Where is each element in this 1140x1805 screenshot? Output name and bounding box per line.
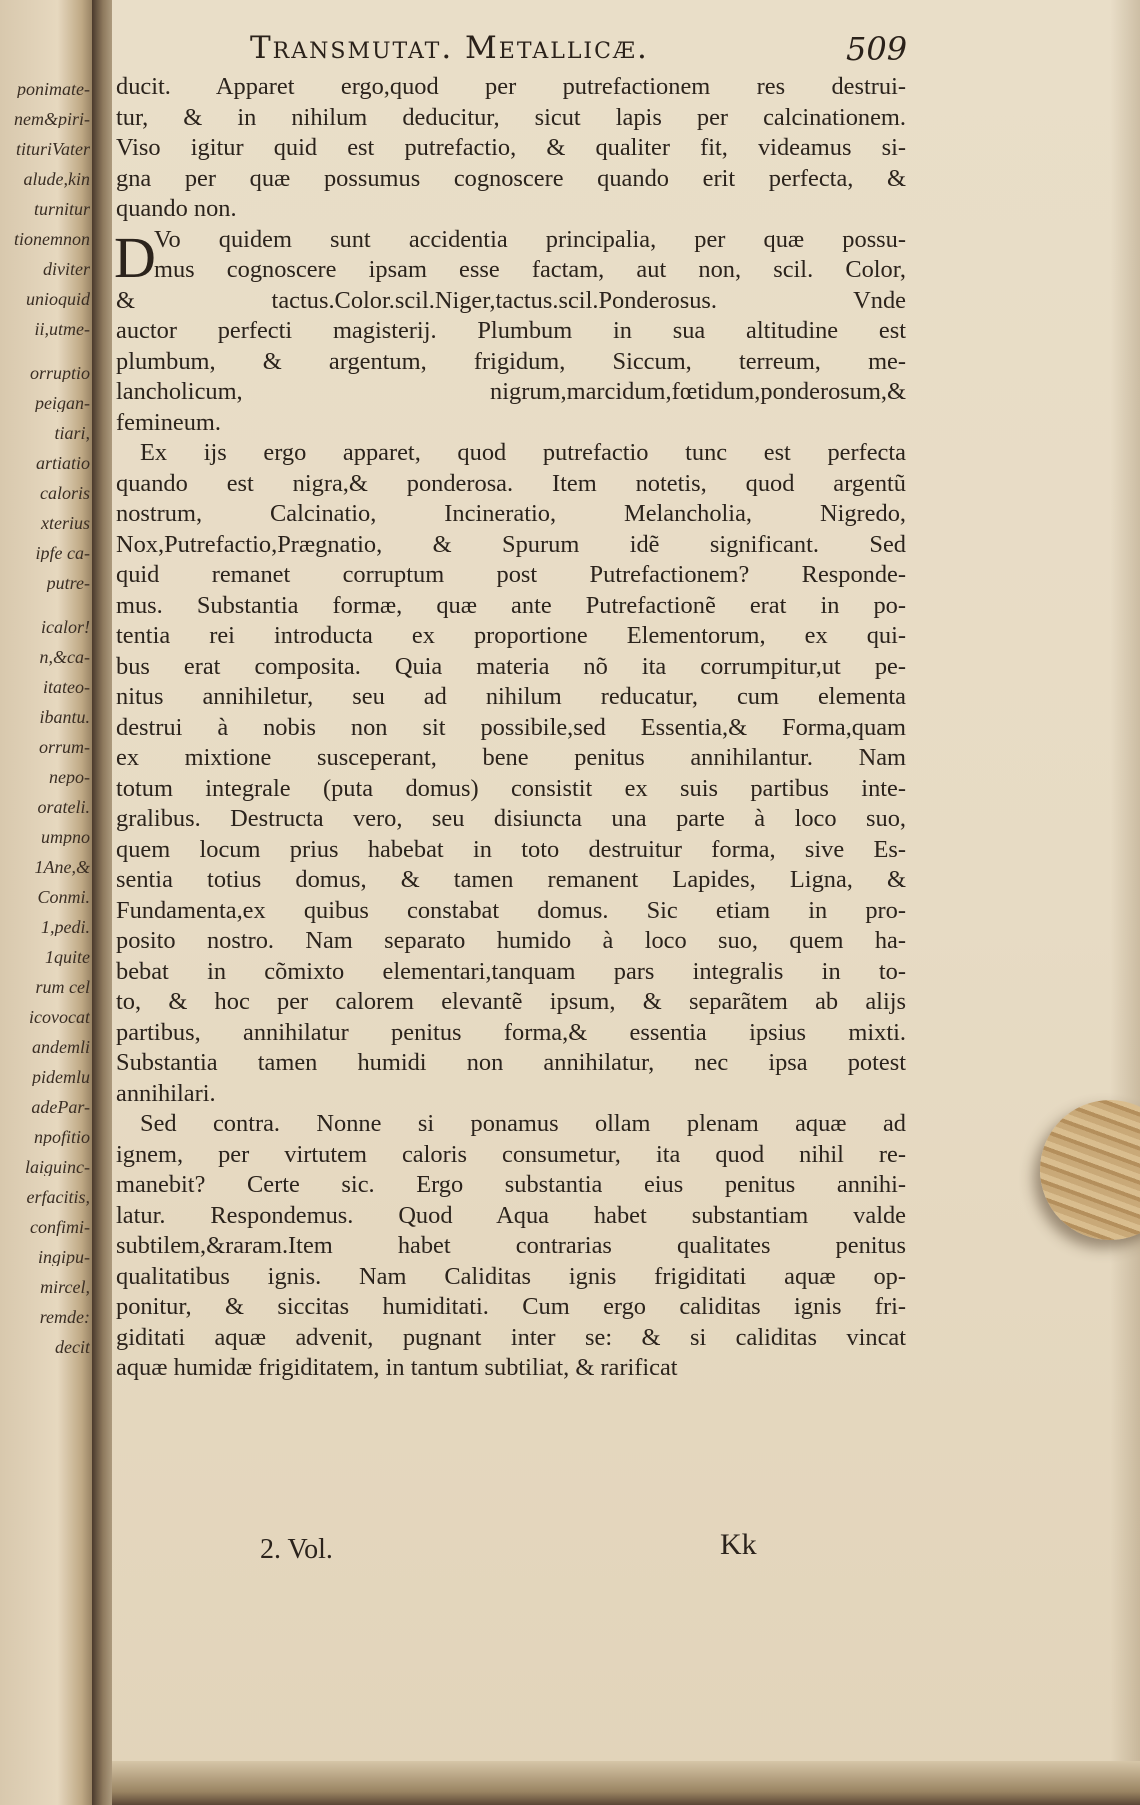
text-line: tur, & in nihilum deducitur, sicut lapis per calcinationem.	[116, 103, 906, 131]
text-line: destrui à nobis non sit possibile,sed Essentia,& Forma,quam	[116, 713, 906, 741]
signature-mark: 2. Vol.	[260, 1534, 333, 1565]
text-line: posito nostro. Nam separato humido à loco suo, quem ha-	[116, 927, 906, 954]
page-number: 509	[846, 30, 908, 68]
margin-fragment: unioquid	[25, 290, 90, 308]
margin-fragment: Conmi.	[37, 888, 90, 906]
text-line: nostrum, Calcinatio, Incineratio, Melancholia, Nigredo,	[116, 500, 906, 527]
text-line: Viso igitur quid est putrefactio, & qualiter fit, videamus si-	[116, 134, 906, 161]
margin-fragment: orateli.	[37, 798, 90, 816]
margin-fragment: nem&piri-	[14, 110, 90, 128]
text-line: latur. Respondemus. Quod Aqua habet substantiam valde	[116, 1201, 906, 1229]
text-line: ignem, per virtutem caloris consumetur, ita quod nihil re-	[116, 1140, 906, 1168]
margin-fragment: tiari,	[54, 424, 90, 442]
margin-fragment: alude,kin	[23, 170, 90, 188]
text-line: mus. Substantia formæ, quæ ante Putrefactionẽ erat in po-	[116, 591, 906, 619]
margin-fragment: ponimate-	[17, 80, 90, 98]
text-line: annihilari.	[116, 1079, 216, 1107]
text-line: Fundamenta,ex quibus constabat domus. Sic etiam in pro-	[116, 896, 906, 924]
margin-fragment: andemli	[32, 1038, 90, 1056]
paragraph-1	[116, 72, 906, 225]
paragraph-3	[116, 438, 906, 1109]
text-line: sentia totius domus, & tamen remanent Lapides, Ligna, &	[116, 866, 906, 893]
margin-fragment: itateo-	[43, 678, 90, 696]
page-bottom-edge	[112, 1761, 1140, 1805]
margin-fragment: xterius	[41, 514, 90, 532]
text-line: mus cognoscere ipsam esse factam, aut non, scil. Color,	[154, 256, 906, 283]
margin-fragment: 1quite	[45, 948, 90, 966]
text-line: gna per quæ possumus cognoscere quando erit perfecta, &	[116, 164, 906, 192]
margin-fragment: confimi-	[30, 1218, 90, 1236]
text-line: auctor perfecti magisterij. Plumbum in sua altitudine est	[116, 317, 906, 344]
body-text	[116, 72, 906, 1384]
text-line: Nox,Putrefactio,Prægnatio, & Spurum idẽ significant. Sed	[116, 530, 906, 558]
text-line: Sed contra. Nonne si ponamus ollam plenam aquæ ad	[140, 1110, 906, 1137]
margin-fragment: diviter	[43, 260, 90, 278]
margin-fragment: caloris	[39, 484, 90, 502]
text-line: to, & hoc per calorem elevantẽ ipsum, & separãtem ab alijs	[116, 988, 906, 1015]
text-line: quid remanet corruptum post Putrefactionem? Responde-	[116, 561, 906, 588]
margin-fragment: putre-	[46, 574, 90, 592]
margin-fragment: mircel,	[40, 1278, 90, 1296]
margin-fragment: rum cel	[35, 978, 90, 996]
margin-fragment: umpno	[41, 828, 90, 846]
running-title: Transmutat. Metallicæ.	[250, 30, 649, 66]
text-line: Substantia tamen humidi non annihilatur, nec ipsa potest	[116, 1049, 906, 1076]
margin-fragment: adePar-	[31, 1098, 90, 1116]
text-line: quem locum prius habebat in toto destruitur forma, sive Es-	[116, 835, 906, 863]
catchword: Kk	[720, 1528, 757, 1561]
text-line: tentia rei introducta ex proportione Elementorum, ex qui-	[116, 622, 906, 649]
margin-fragment: artiatio	[35, 454, 90, 472]
text-line: ponitur, & siccitas humiditati. Cum ergo caliditas ignis fri-	[116, 1293, 906, 1320]
margin-fragment: 1,pedi.	[41, 918, 90, 936]
margin-fragment: decit	[55, 1338, 90, 1356]
margin-fragment: tionemnon	[14, 230, 90, 248]
text-line: partibus, annihilatur penitus forma,& essentia ipsius mixti.	[116, 1018, 906, 1046]
margin-fragment: ipfe ca-	[35, 544, 90, 562]
margin-fragment: ibantu.	[39, 708, 90, 726]
text-line: Vo quidem sunt accidentia principalia, per quæ possu-	[154, 225, 906, 253]
text-line: subtilem,&raram.Item habet contrarias qualitates penitus	[116, 1232, 906, 1259]
text-line: ducit. Apparet ergo,quod per putrefactionem res destrui-	[116, 73, 906, 100]
margin-fragment: laiguinc-	[25, 1158, 90, 1176]
text-line: totum integrale (puta domus) consistit ex suis partibus inte-	[116, 774, 906, 802]
margin-fragment: nepo-	[49, 768, 90, 786]
margin-fragment: orruptio	[29, 364, 90, 382]
text-line: lancholicum, nigrum,marcidum,fœtidum,ponderosum,&	[116, 378, 906, 405]
text-line: bus erat composita. Quia materia nõ ita corrumpitur,ut pe-	[116, 652, 906, 680]
paragraph-4	[116, 1109, 906, 1384]
margin-fragment: tituriVater	[15, 140, 90, 158]
text-line: ex mixtione susceperant, bene penitus annihilantur. Nam	[116, 744, 906, 771]
text-line: quando est nigra,& ponderosa. Item notetis, quod argentũ	[116, 469, 906, 497]
text-line: Ex ijs ergo apparet, quod putrefactio tunc est perfecta	[140, 439, 906, 466]
text-line: aquæ humidæ frigiditatem, in tantum subtiliat, & rarificat	[116, 1354, 678, 1381]
margin-fragment: ii,utme-	[34, 320, 90, 338]
margin-fragment: npofitio	[33, 1128, 90, 1146]
margin-fragment: 1Ane,&	[34, 858, 90, 876]
margin-fragment: n,&ca-	[39, 648, 90, 666]
text-line: gralibus. Destructa vero, seu disiuncta una parte à loco suo,	[116, 805, 906, 832]
margin-fragment: pidemlu	[32, 1068, 90, 1086]
text-line: femineum.	[116, 408, 221, 436]
margin-fragment: remde:	[39, 1308, 90, 1326]
margin-fragment: ingipu-	[38, 1248, 90, 1266]
margin-fragment: peigan-	[35, 394, 90, 412]
text-line: qualitatibus ignis. Nam Caliditas ignis frigiditati aquæ op-	[116, 1262, 906, 1290]
margin-fragment: icalor!	[41, 618, 90, 636]
paragraph-2	[116, 225, 906, 439]
margin-fragment: orrum-	[38, 738, 90, 756]
text-line: bebat in cõmixto elementari,tanquam pars integralis in to-	[116, 957, 906, 985]
text-line: manebit? Certe sic. Ergo substantia eius penitus annihi-	[116, 1171, 906, 1198]
text-line: quando non.	[116, 195, 237, 222]
text-line: giditati aquæ advenit, pugnant inter se: & si caliditas vincat	[116, 1323, 906, 1351]
margin-fragment: turnitur	[33, 200, 90, 218]
text-line: nitus annihiletur, seu ad nihilum reducatur, cum elementa	[116, 683, 906, 710]
margin-fragment: erfacitis,	[26, 1188, 90, 1206]
text-line: & tactus.Color.scil.Niger,tactus.scil.Ponderosus. Vnde	[116, 286, 906, 314]
facing-page-edge	[0, 0, 96, 1805]
margin-fragment: icovocat	[29, 1008, 90, 1026]
text-line: plumbum, & argentum, frigidum, Siccum, terreum, me-	[116, 347, 906, 375]
drop-capital: D	[114, 224, 156, 290]
